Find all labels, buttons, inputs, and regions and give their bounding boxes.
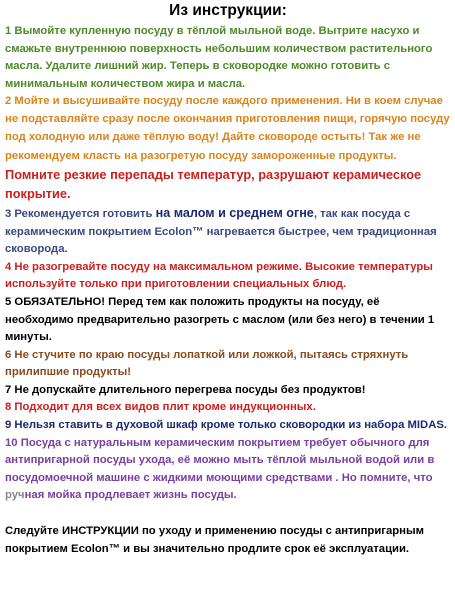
- instruction-item-5: 5 ОБЯЗАТЕЛЬНО! Перед тем как положить продукты на посуду, её необходимо предварительно разогреть с маслом (или без него) в течении 1 минуты.: [5, 295, 435, 344]
- instruction-item-2-text: 2 Мойте и высушивайте посуду после каждого применения. Ни в коем случае не подставляйте сразу после окончания приготовления пищи, горячую посуду под холодную или даже тёплую воду! Дайте сковороде остыть! Так же не рекомендуем класть на разогретую посуду замороженные продукты.: [5, 95, 450, 163]
- instruction-item-2-emphasis: Помните резкие перепады температур, разрушают керамическое покрытие.: [5, 166, 422, 202]
- spacer: [5, 505, 451, 523]
- instruction-item-3-part2: , так как посуда с керамическим покрытием Ecolon™ нагревается быстрее, чем традиционная сковорода.: [5, 207, 437, 256]
- instruction-item-3-part1: 3 Рекомендуется готовить: [5, 207, 156, 220]
- instruction-item-3: [5, 205, 451, 259]
- instruction-item-1: 1 Вымойте купленную посуду в тёплой мыльной воде. Вытрите насухо и смажьте внутреннюю поверхность небольшим количеством растительного масла. Удалите лишний жир. Теперь в сковородке можно готовить с минимальным количеством жира и масла.: [5, 25, 433, 90]
- footer-note: Следуйте ИНСТРУКЦИИ по уходу и применению посуды с антипригарным покрытием Ecolon™ и вы значительно продлите срок её эксплуатации.: [5, 525, 424, 555]
- instruction-item-4: 4 Не разогревайте посуду на максимальном режиме. Высокие температуры используйте только при приготовлении специальных блюд.: [5, 260, 433, 291]
- instruction-item-7: 7 Не допускайте длительного перегрева посуды без продуктов!: [5, 383, 366, 396]
- instruction-item-10-text: 10 Посуда с натуральным керамическим покрытием требует обычного для антипригарной посуды ухода, её можно мыть тёплой мыльной водой или в посудомоечной машине с жидкими моющими средствами . Но помните, что: [5, 436, 435, 484]
- page-title: Из инструкции:: [169, 2, 287, 19]
- instruction-item-6: 6 Не стучите по краю посуды лопаткой или ложкой, пытаясь стряхнуть прилипшие продукты!: [5, 348, 409, 379]
- instruction-item-10-faded: руч: [5, 489, 25, 502]
- instruction-item-9: 9 Нельзя ставить в духовой шкаф кроме только сковородки из набора MIDAS.: [5, 419, 448, 432]
- instruction-item-10-tail: ная мойка продлевает жизнь посуды.: [24, 489, 237, 502]
- instruction-item-2: [5, 93, 451, 205]
- instruction-item-8: 8 Подходит для всех видов плит кроме индукционных.: [5, 401, 316, 414]
- instruction-item-3-emphasis: на малом и среднем огне: [155, 205, 314, 220]
- instruction-item-10: [5, 435, 451, 505]
- instruction-page: [0, 1, 455, 601]
